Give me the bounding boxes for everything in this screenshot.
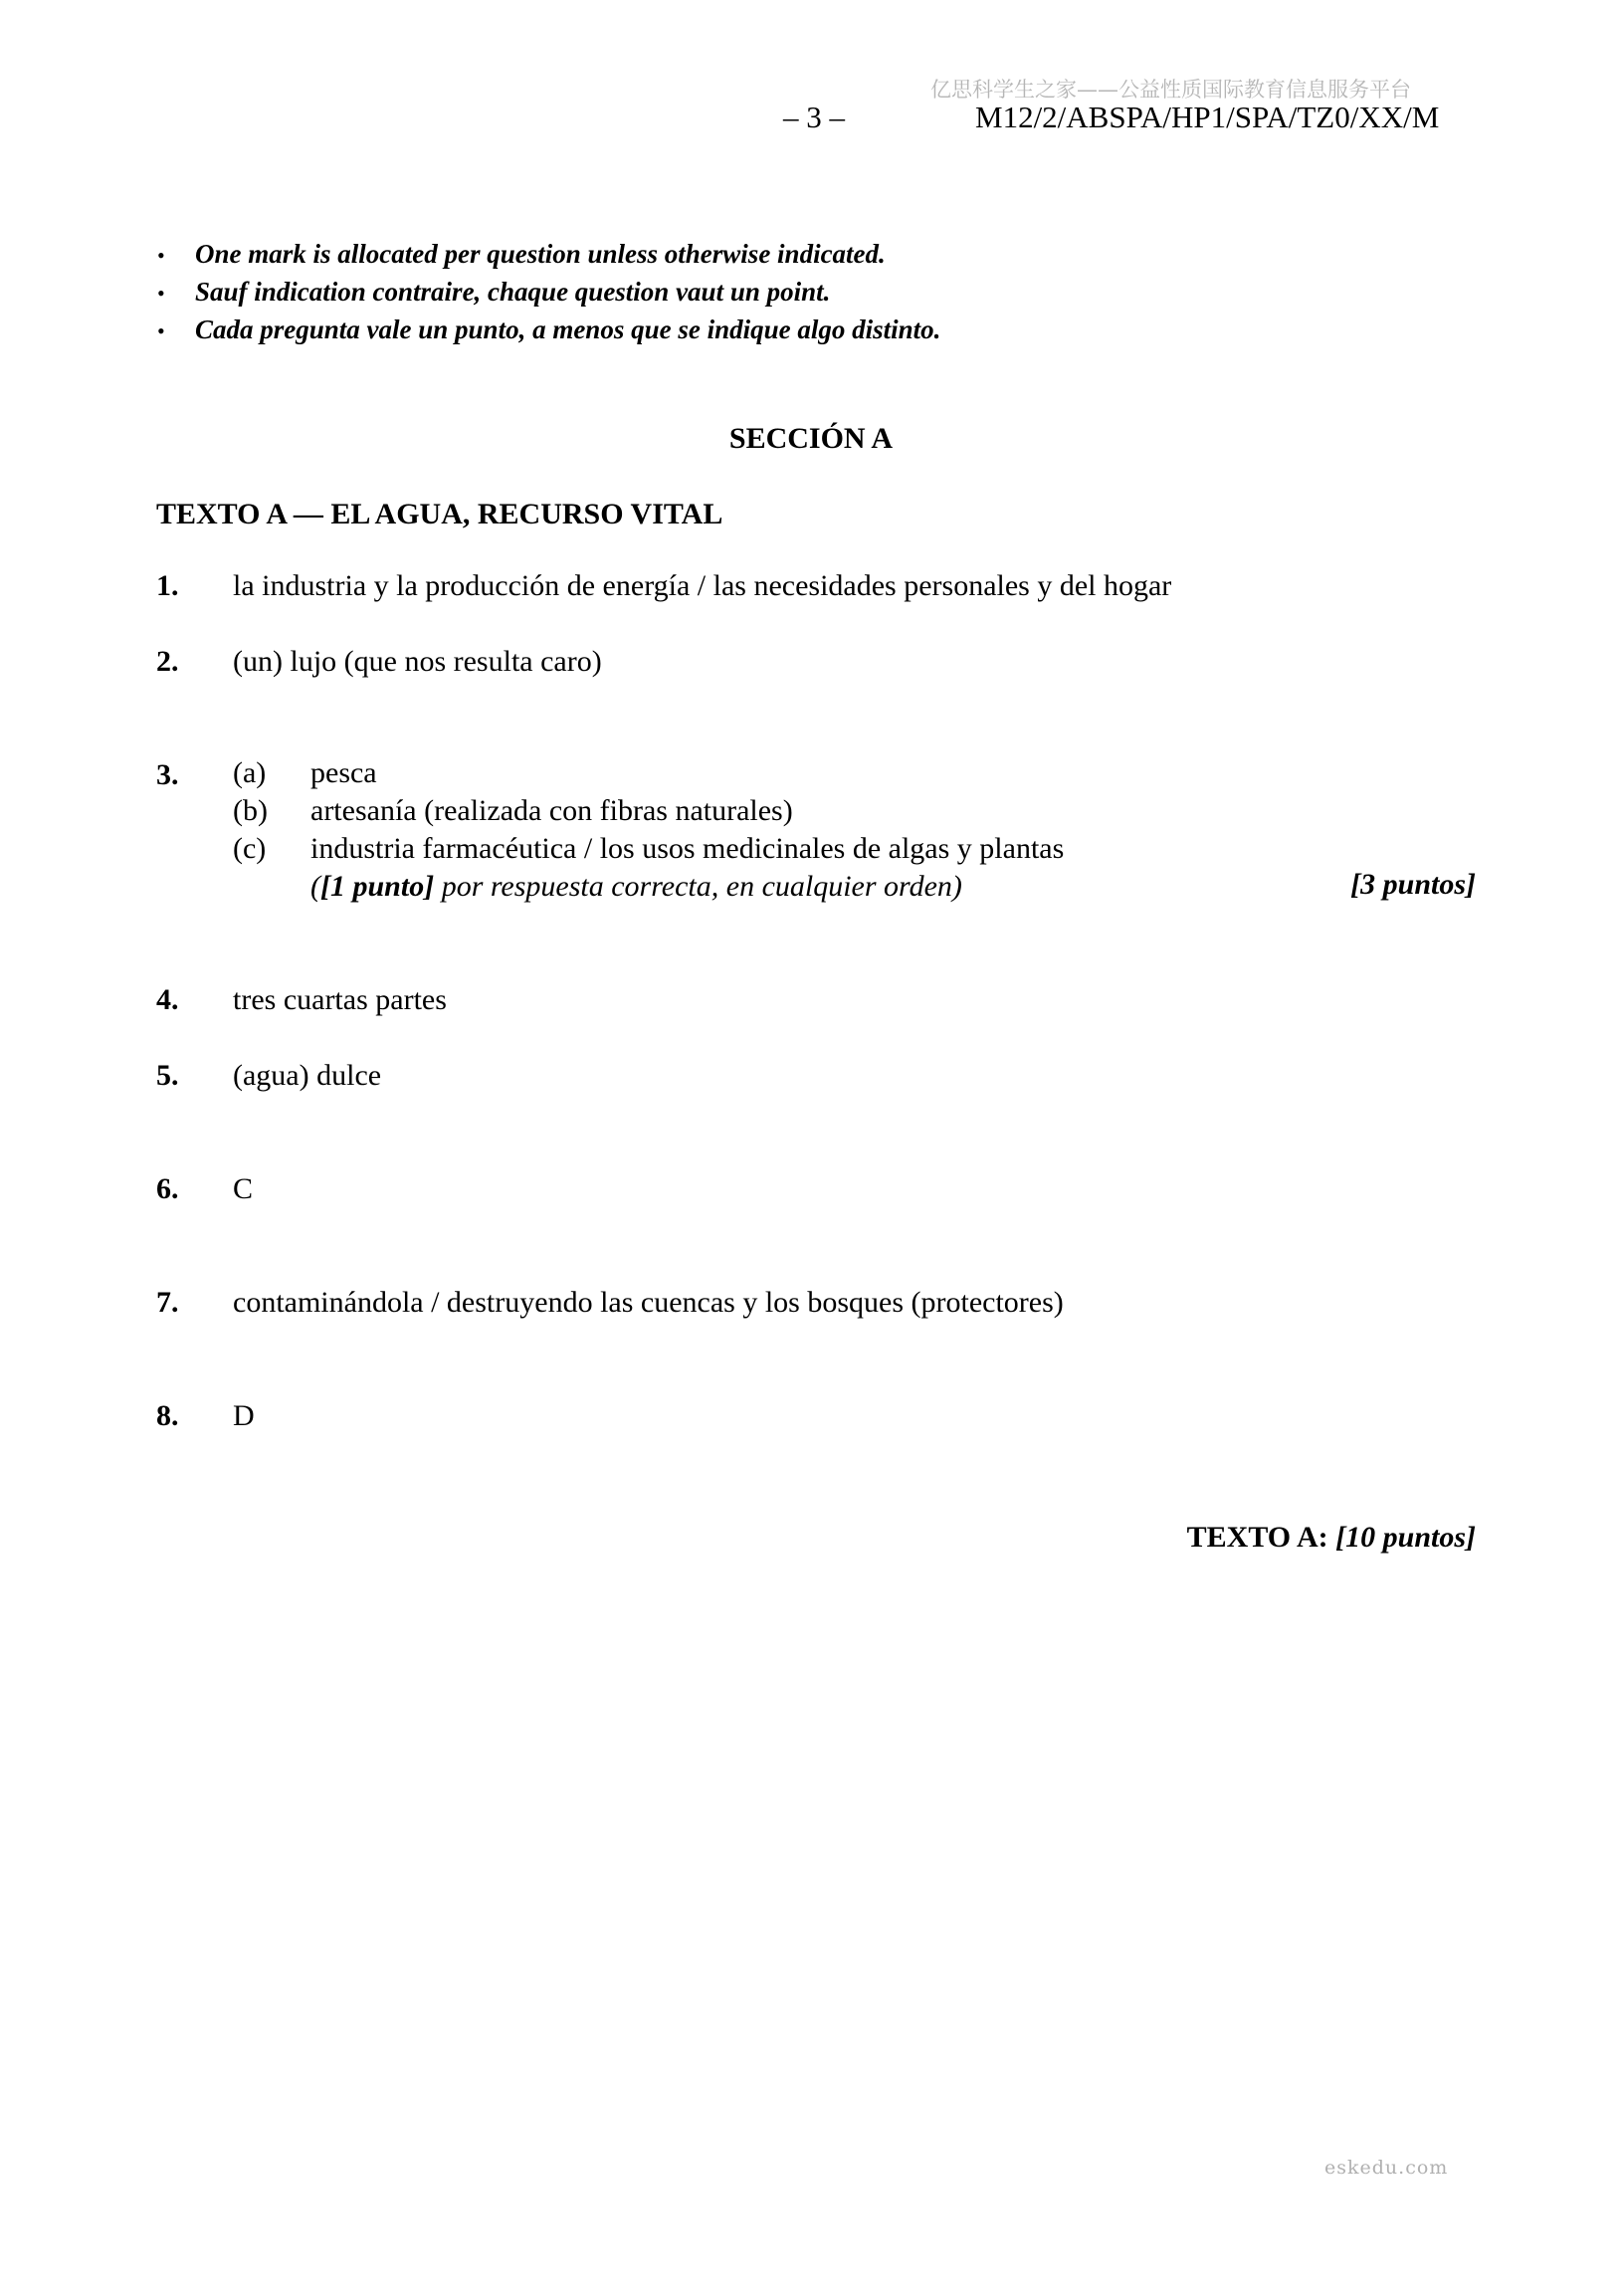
instruction-text: Sauf indication contraire, chaque question vaut un point. — [195, 277, 831, 307]
sub-letter: (b) — [233, 794, 268, 827]
question-8 — [156, 1399, 255, 1433]
section-total — [1187, 1521, 1476, 1555]
question-answer: D — [233, 1399, 255, 1432]
scoring-note-points: [1 punto] — [320, 870, 435, 903]
instructions-list — [157, 236, 940, 349]
total-label: TEXTO A: — [1186, 1521, 1328, 1554]
question-number: 1. — [156, 569, 179, 602]
watermark-footer: eskedu.com — [1324, 2157, 1449, 2179]
question-answer: C — [233, 1172, 254, 1205]
question-7 — [156, 1286, 1064, 1320]
question-number: 7. — [156, 1286, 179, 1319]
instruction-text: One mark is allocated per question unless otherwise indicated. — [195, 239, 886, 269]
question-1 — [156, 569, 1171, 603]
question-2 — [156, 645, 602, 679]
instruction-text: Cada pregunta vale un punto, a menos que se indique algo distinto. — [195, 314, 941, 344]
bullet-icon: • — [157, 318, 165, 343]
question-number: 2. — [156, 645, 179, 678]
scoring-note-row — [233, 868, 1064, 906]
instruction-item — [157, 274, 940, 312]
sub-answer-text: artesanía (realizada con fibras naturales) — [310, 794, 793, 827]
watermark-header: 亿思科学生之家——公益性质国际教育信息服务平台 — [930, 78, 1411, 102]
question-number: 5. — [156, 1059, 179, 1092]
total-points: [10 puntos] — [1335, 1521, 1476, 1554]
sub-answer-a — [233, 754, 1064, 792]
question-answer: tres cuartas partes — [233, 983, 447, 1016]
question-number: 3. — [156, 758, 179, 791]
question-number: 4. — [156, 983, 179, 1016]
sub-answer-text: industria farmacéutica / los usos medicinales de algas y plantas — [310, 832, 1065, 865]
document-code: M12/2/ABSPA/HP1/SPA/TZ0/XX/M — [975, 100, 1440, 134]
question-6 — [156, 1172, 253, 1206]
question-number: 6. — [156, 1172, 179, 1205]
sub-answer-c — [233, 830, 1064, 868]
sub-answer-text: pesca — [310, 756, 377, 789]
question-5 — [156, 1059, 381, 1093]
question-answer: (un) lujo (que nos resulta caro) — [233, 645, 602, 678]
instruction-item — [157, 236, 940, 274]
question-answer: contaminándola / destruyendo las cuencas y los bosques (protectores) — [233, 1286, 1064, 1319]
sub-letter: (a) — [233, 756, 267, 789]
question-4 — [156, 983, 447, 1017]
scoring-note: ([1 punto] por respuesta correcta, en cualquier orden) — [310, 870, 962, 903]
section-title: SECCIÓN A — [728, 422, 894, 455]
bullet-icon: • — [157, 281, 165, 306]
instruction-item — [157, 312, 940, 349]
sub-letter: (c) — [233, 832, 267, 865]
question-answer: la industria y la producción de energía / las necesidades personales y del hogar — [233, 569, 1172, 602]
question-3 — [156, 758, 233, 792]
bullet-icon: • — [157, 243, 165, 268]
question-number: 8. — [156, 1399, 179, 1432]
question-answer: (agua) dulce — [233, 1059, 382, 1092]
text-title: TEXTO A — EL AGUA, RECURSO VITAL — [156, 498, 723, 530]
question-3-parts — [233, 754, 1064, 906]
question-3-marks: [3 puntos] — [1350, 868, 1476, 901]
page-number: – 3 – — [783, 100, 845, 134]
sub-answer-b — [233, 792, 1064, 830]
